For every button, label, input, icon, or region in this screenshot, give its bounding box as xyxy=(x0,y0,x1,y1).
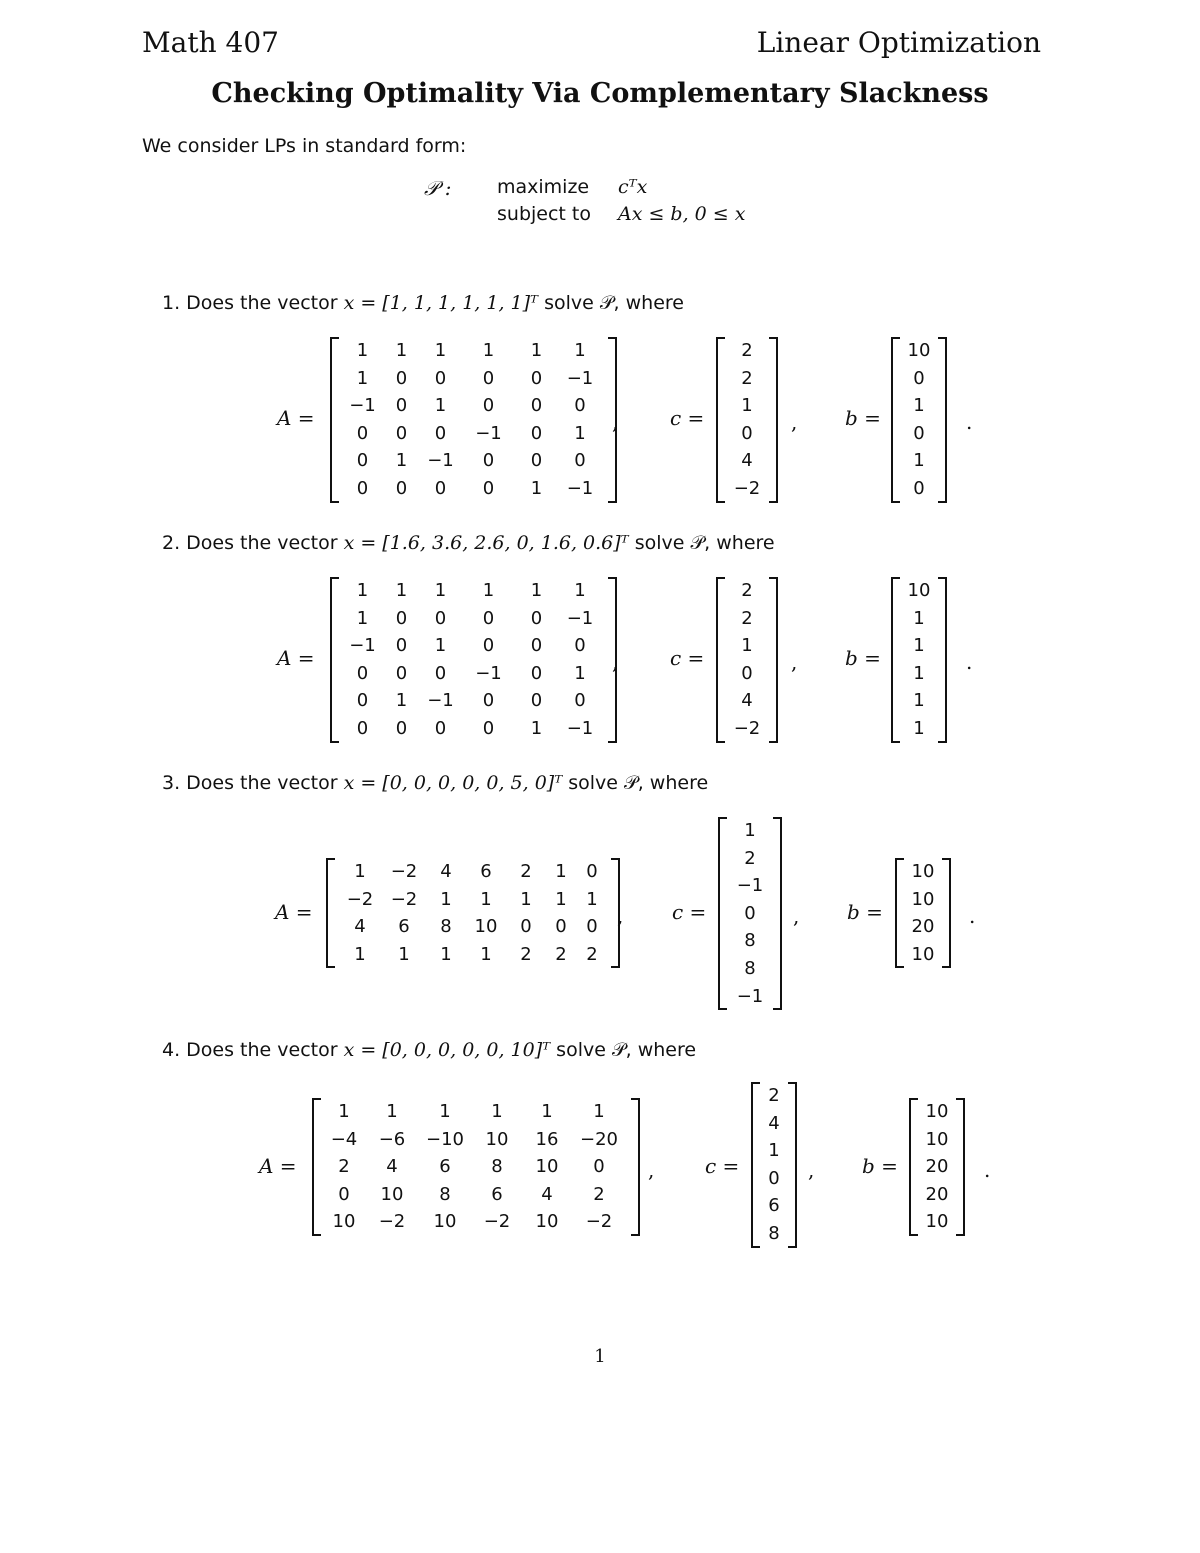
matrix-cell: 1 xyxy=(520,888,532,910)
matrix-cell: 1 xyxy=(395,450,408,472)
matrix-cell: −10 xyxy=(426,1128,464,1150)
matrix-cell: 0 xyxy=(913,477,925,499)
matrix-cell: 1 xyxy=(434,635,447,657)
matrix-cell: 1 xyxy=(913,690,925,712)
matrix-cell: 0 xyxy=(395,395,408,417)
problem-1-statement: 1. Does the vector x = [1, 1, 1, 1, 1, 1]ᵀ solve 𝒫, where xyxy=(162,292,684,314)
matrix-cell: 8 xyxy=(744,930,756,952)
matrix-cell: 0 xyxy=(574,450,586,472)
matrix-cell: 2 xyxy=(741,367,753,389)
problem-1-b-label: b = xyxy=(845,406,881,430)
problem-4-b-label: b = xyxy=(862,1154,898,1178)
matrix-cell: 0 xyxy=(574,395,586,417)
matrix-cell: 1 xyxy=(741,395,753,417)
matrix-cell: −2 xyxy=(346,888,374,910)
matrix-cell: 0 xyxy=(530,635,543,657)
program-label: 𝒫 : xyxy=(424,176,452,200)
problem-4-comma-2: , xyxy=(808,1158,815,1182)
matrix-cell: 0 xyxy=(356,477,369,499)
matrix-cell: 0 xyxy=(520,916,532,938)
matrix-cell: 0 xyxy=(434,717,447,739)
matrix-cell: 8 xyxy=(744,957,756,979)
matrix-cell: 0 xyxy=(434,422,447,444)
matrix-cell: 8 xyxy=(491,1156,503,1178)
matrix-cell: 1 xyxy=(741,635,753,657)
problem-4-c-label: c = xyxy=(705,1154,740,1178)
matrix-cell: 1 xyxy=(530,340,543,361)
matrix-cell: 2 xyxy=(555,943,567,965)
matrix-cell: 10 xyxy=(474,916,498,938)
matrix-cell: 20 xyxy=(911,916,935,938)
matrix-cell: −1 xyxy=(736,875,764,897)
matrix-cell: 1 xyxy=(439,1101,451,1122)
matrix-cell: 0 xyxy=(768,1167,780,1189)
matrix-cell: 1 xyxy=(574,340,586,361)
program-keyword-maximize: maximize xyxy=(497,176,590,198)
matrix-cell: 1 xyxy=(356,367,369,389)
problem-4-vector-c xyxy=(751,1082,797,1248)
problem-2-vector-b xyxy=(891,577,947,743)
matrix-cell: 0 xyxy=(913,367,925,389)
matrix-cell: 0 xyxy=(530,367,543,389)
problem-4-comma-1: , xyxy=(648,1158,655,1182)
matrix-cell: 0 xyxy=(356,690,369,712)
matrix-cell: 2 xyxy=(744,847,756,869)
problem-3-matrix-A xyxy=(326,858,620,968)
matrix-cell: 10 xyxy=(911,861,935,882)
problem-3-b-label: b = xyxy=(847,900,883,924)
matrix-cell: 4 xyxy=(741,690,753,712)
matrix-cell: 1 xyxy=(530,717,543,739)
matrix-cell: 0 xyxy=(482,635,495,657)
matrix-cell: 4 xyxy=(440,861,452,882)
matrix-cell: 0 xyxy=(530,450,543,472)
matrix-cell: 1 xyxy=(530,580,543,601)
matrix-cell: 0 xyxy=(574,690,586,712)
matrix-cell: 1 xyxy=(913,662,925,684)
matrix-cell: 10 xyxy=(380,1183,404,1205)
program-constraints: Ax ≤ b, 0 ≤ x xyxy=(618,203,746,225)
matrix-cell: 10 xyxy=(485,1128,509,1150)
matrix-cell: 0 xyxy=(338,1183,350,1205)
problem-2-comma-2: , xyxy=(791,650,798,674)
matrix-cell: 8 xyxy=(440,916,452,938)
matrix-cell: 0 xyxy=(530,662,543,684)
matrix-cell: 0 xyxy=(434,477,447,499)
matrix-cell: 10 xyxy=(907,340,931,361)
matrix-cell: 0 xyxy=(482,450,495,472)
matrix-cell: −2 xyxy=(733,477,761,499)
matrix-cell: 1 xyxy=(744,820,756,841)
matrix-cell: 10 xyxy=(907,580,931,601)
problem-1-matrix-A xyxy=(330,337,617,503)
matrix-cell: 10 xyxy=(925,1101,949,1122)
matrix-cell: 1 xyxy=(338,1101,350,1122)
matrix-cell: −2 xyxy=(378,1211,406,1233)
matrix-cell: 0 xyxy=(482,690,495,712)
matrix-cell: 0 xyxy=(395,717,408,739)
matrix-cell: 1 xyxy=(768,1140,780,1162)
matrix-cell: 6 xyxy=(398,916,410,938)
page-number: 1 xyxy=(594,1346,606,1367)
matrix-cell: 1 xyxy=(913,607,925,629)
matrix-cell: −1 xyxy=(566,477,594,499)
program-objective-row xyxy=(0,176,1200,204)
matrix-cell: 1 xyxy=(574,422,586,444)
problem-3-comma-2: , xyxy=(793,904,800,928)
matrix-cell: 1 xyxy=(356,580,369,601)
matrix-cell: 10 xyxy=(925,1211,949,1233)
problem-1-period: . xyxy=(966,410,973,434)
matrix-cell: −1 xyxy=(566,717,594,739)
problem-2-A-label: A = xyxy=(277,646,315,670)
matrix-cell: 2 xyxy=(741,340,753,361)
matrix-cell: −2 xyxy=(390,888,418,910)
matrix-cell: 8 xyxy=(768,1222,780,1244)
matrix-cell: 4 xyxy=(541,1183,553,1205)
matrix-cell: 1 xyxy=(356,340,369,361)
problem-2-period: . xyxy=(966,650,973,674)
matrix-cell: −1 xyxy=(427,450,454,472)
matrix-cell: 1 xyxy=(480,888,492,910)
matrix-cell: 10 xyxy=(535,1156,559,1178)
problem-3-statement: 3. Does the vector x = [0, 0, 0, 0, 0, 5, 0]ᵀ solve 𝒫, where xyxy=(162,772,709,794)
matrix-cell: 1 xyxy=(395,690,408,712)
matrix-cell: 4 xyxy=(354,916,366,938)
matrix-cell: 8 xyxy=(439,1183,451,1205)
matrix-cell: 0 xyxy=(356,717,369,739)
problem-1-c-label: c = xyxy=(670,406,705,430)
matrix-cell: 1 xyxy=(356,607,369,629)
matrix-cell: 6 xyxy=(439,1156,451,1178)
matrix-cell: −1 xyxy=(475,662,502,684)
course-name: Math 407 xyxy=(142,26,279,59)
matrix-cell: 0 xyxy=(555,916,567,938)
matrix-cell: −6 xyxy=(378,1128,406,1150)
problem-1-comma-2: , xyxy=(791,410,798,434)
matrix-cell: −20 xyxy=(580,1128,618,1150)
matrix-cell: 16 xyxy=(535,1128,559,1150)
matrix-cell: 10 xyxy=(911,888,935,910)
matrix-cell: 2 xyxy=(768,1085,780,1106)
matrix-cell: 0 xyxy=(434,607,447,629)
problem-1-A-label: A = xyxy=(277,406,315,430)
matrix-cell: 0 xyxy=(530,395,543,417)
matrix-cell: −1 xyxy=(349,635,376,657)
problem-3-vector-b xyxy=(895,858,951,968)
matrix-cell: 1 xyxy=(395,580,408,601)
matrix-cell: 1 xyxy=(574,580,586,601)
matrix-cell: 0 xyxy=(482,367,495,389)
matrix-cell: 0 xyxy=(356,422,369,444)
matrix-cell: 6 xyxy=(491,1183,503,1205)
matrix-cell: 1 xyxy=(593,1101,605,1122)
matrix-cell: 1 xyxy=(913,717,925,739)
matrix-cell: 1 xyxy=(354,861,366,882)
matrix-cell: 4 xyxy=(768,1112,780,1134)
matrix-cell: 1 xyxy=(434,395,447,417)
matrix-cell: 4 xyxy=(386,1156,398,1178)
matrix-cell: 2 xyxy=(593,1183,605,1205)
problem-4-statement: 4. Does the vector x = [0, 0, 0, 0, 0, 10]ᵀ solve 𝒫, where xyxy=(162,1039,697,1061)
matrix-cell: 0 xyxy=(744,902,756,924)
matrix-cell: −1 xyxy=(566,367,594,389)
matrix-cell: 0 xyxy=(574,635,586,657)
course-title: Linear Optimization xyxy=(756,26,1041,59)
problem-1-comma-1: , xyxy=(612,410,619,434)
matrix-cell: 2 xyxy=(741,580,753,601)
matrix-cell: 0 xyxy=(395,662,408,684)
matrix-cell: 1 xyxy=(386,1101,398,1122)
matrix-cell: 2 xyxy=(338,1156,350,1178)
problem-1-vector-b xyxy=(891,337,947,503)
matrix-cell: 2 xyxy=(520,861,532,882)
matrix-cell: 0 xyxy=(586,861,598,882)
matrix-cell: 2 xyxy=(741,607,753,629)
matrix-cell: 1 xyxy=(482,340,495,361)
matrix-cell: 1 xyxy=(555,861,567,882)
matrix-cell: −1 xyxy=(427,690,454,712)
matrix-cell: 0 xyxy=(434,367,447,389)
matrix-cell: −2 xyxy=(733,717,761,739)
matrix-cell: −1 xyxy=(736,985,764,1007)
matrix-cell: 20 xyxy=(925,1183,949,1205)
matrix-cell: 1 xyxy=(395,340,408,361)
problem-4-vector-b xyxy=(909,1098,965,1236)
program-keyword-subject-to: subject to xyxy=(497,203,591,225)
matrix-cell: 0 xyxy=(356,662,369,684)
matrix-cell: −1 xyxy=(349,395,376,417)
matrix-cell: 0 xyxy=(395,477,408,499)
matrix-cell: 0 xyxy=(395,607,408,629)
matrix-cell: 0 xyxy=(593,1156,605,1178)
matrix-cell: 0 xyxy=(356,450,369,472)
problem-2-statement: 2. Does the vector x = [1.6, 3.6, 2.6, 0, 1.6, 0.6]ᵀ solve 𝒫, where xyxy=(162,532,775,554)
matrix-cell: 0 xyxy=(586,916,598,938)
problem-2-matrix-A xyxy=(330,577,617,743)
problem-3-c-label: c = xyxy=(672,900,707,924)
matrix-cell: 1 xyxy=(434,580,447,601)
matrix-cell: 0 xyxy=(395,422,408,444)
problem-3-A-label: A = xyxy=(275,900,313,924)
matrix-cell: 0 xyxy=(482,477,495,499)
matrix-cell: 0 xyxy=(482,717,495,739)
matrix-cell: 1 xyxy=(574,662,586,684)
matrix-cell: −2 xyxy=(483,1211,511,1233)
matrix-cell: 0 xyxy=(482,607,495,629)
matrix-cell: −4 xyxy=(330,1128,358,1150)
problem-3-vector-c xyxy=(718,817,782,1010)
matrix-cell: 1 xyxy=(354,943,366,965)
matrix-cell: 1 xyxy=(541,1101,553,1122)
matrix-cell: 0 xyxy=(530,607,543,629)
matrix-cell: −1 xyxy=(475,422,502,444)
matrix-cell: 0 xyxy=(434,662,447,684)
matrix-cell: 1 xyxy=(913,395,925,417)
matrix-cell: 4 xyxy=(741,450,753,472)
matrix-cell: 1 xyxy=(913,635,925,657)
problem-1-vector-c xyxy=(716,337,778,503)
matrix-cell: 1 xyxy=(440,888,452,910)
problem-3-period: . xyxy=(969,904,976,928)
page-title: Checking Optimality Via Complementary Slackness xyxy=(211,78,989,109)
matrix-cell: 0 xyxy=(741,662,753,684)
matrix-cell: 1 xyxy=(913,450,925,472)
matrix-cell: −1 xyxy=(566,607,594,629)
problem-2-c-label: c = xyxy=(670,646,705,670)
matrix-cell: 1 xyxy=(491,1101,503,1122)
matrix-cell: 6 xyxy=(480,861,492,882)
problem-2-comma-1: , xyxy=(612,650,619,674)
matrix-cell: 1 xyxy=(555,888,567,910)
matrix-cell: 1 xyxy=(586,888,598,910)
problem-3-comma-1: , xyxy=(617,904,624,928)
problem-4-matrix-A xyxy=(312,1098,640,1236)
matrix-cell: 10 xyxy=(535,1211,559,1233)
problem-4-period: . xyxy=(984,1158,991,1182)
program-constraint-row xyxy=(0,203,1200,231)
matrix-cell: 1 xyxy=(440,943,452,965)
problem-2-b-label: b = xyxy=(845,646,881,670)
matrix-cell: 10 xyxy=(433,1211,457,1233)
matrix-cell: 10 xyxy=(332,1211,356,1233)
matrix-cell: 0 xyxy=(530,690,543,712)
matrix-cell: 6 xyxy=(768,1195,780,1217)
matrix-cell: 0 xyxy=(482,395,495,417)
problem-2-vector-c xyxy=(716,577,778,743)
matrix-cell: 0 xyxy=(395,635,408,657)
matrix-cell: 1 xyxy=(480,943,492,965)
matrix-cell: 0 xyxy=(395,367,408,389)
matrix-cell: 2 xyxy=(520,943,532,965)
matrix-cell: 1 xyxy=(398,943,410,965)
matrix-cell: 10 xyxy=(911,943,935,965)
matrix-cell: 10 xyxy=(925,1128,949,1150)
program-objective: cᵀx xyxy=(618,176,648,198)
matrix-cell: 0 xyxy=(530,422,543,444)
matrix-cell: 1 xyxy=(434,340,447,361)
matrix-cell: 2 xyxy=(586,943,598,965)
matrix-cell: −2 xyxy=(390,861,418,882)
problem-4-A-label: A = xyxy=(259,1154,297,1178)
matrix-cell: −2 xyxy=(585,1211,613,1233)
intro-text: We consider LPs in standard form: xyxy=(142,135,467,157)
matrix-cell: 0 xyxy=(741,422,753,444)
matrix-cell: 1 xyxy=(530,477,543,499)
matrix-cell: 0 xyxy=(913,422,925,444)
matrix-cell: 20 xyxy=(925,1156,949,1178)
matrix-cell: 1 xyxy=(482,580,495,601)
